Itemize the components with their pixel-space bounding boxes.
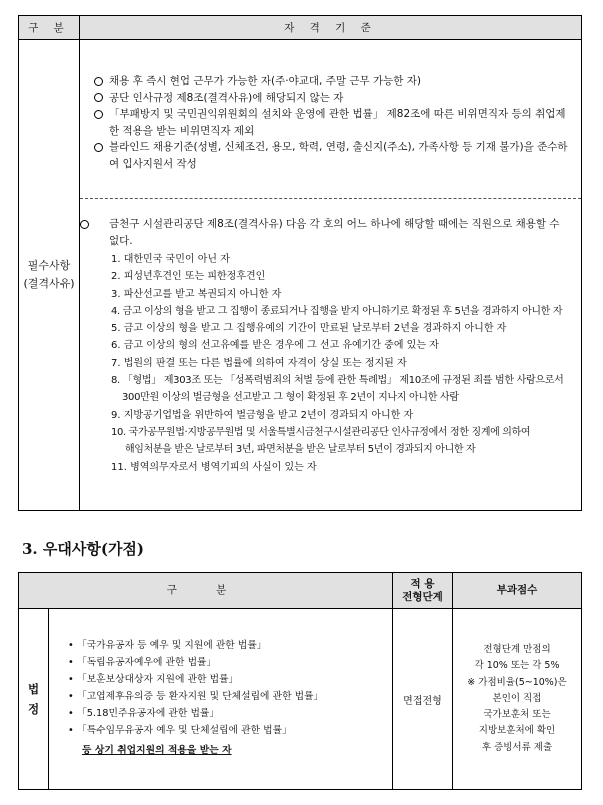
disqualification-section <box>80 216 571 476</box>
criteria-item <box>94 139 571 172</box>
row-label-line2: 정 <box>27 702 40 716</box>
law-text: 「5.18민주유공자에 관한 법률」 <box>76 708 220 719</box>
circle-bullet-icon <box>94 73 103 90</box>
points-line: 각 10% 또는 각 5% <box>474 660 560 672</box>
row-label-line2: (결격사유) <box>23 277 75 290</box>
points-line: 전형단계 만점의 <box>483 644 551 656</box>
criteria-item <box>94 73 571 90</box>
list-item <box>111 372 571 407</box>
stage-cell: 면접전형 <box>393 609 453 789</box>
points-line: 본인이 직접 <box>492 692 542 704</box>
list-item <box>111 337 571 354</box>
points-cell <box>453 609 581 789</box>
list-item-text: 8. 「형법」 제303조 또는 「성폭력범죄의 처벌 등에 관한 특례법」 제10조에 규정된 죄를 범한 사람으로서 <box>111 375 564 387</box>
list-item-text: 11. 병역의무자로서 병역기피의 사실이 있는 자 <box>111 461 317 473</box>
list-item-continuation: 해임처분을 받은 날로부터 3년, 파면처분을 받은 날로부터 5년이 경과되지 아니한 자 <box>125 444 476 456</box>
list-item <box>111 424 571 459</box>
list-item <box>111 407 571 424</box>
header-stage-line1: 적 용 <box>410 577 435 590</box>
law-text: 「고엽제후유의증 등 환자지원 및 단체설립에 관한 법률」 <box>76 691 324 702</box>
disqualification-list <box>80 251 571 476</box>
law-item: • 「특수임무유공자 예우 및 단체설립에 관한 법률」 <box>68 725 292 736</box>
row-label-line1: 법 <box>27 682 40 696</box>
header-stage <box>393 573 453 608</box>
criteria-text: 공단 인사규정 제8조(결격사유)에 해당되지 않는 자 <box>109 91 344 104</box>
criteria-text: 블라인드 채용기준(성별, 신체조건, 용모, 학력, 연령, 출신지(주소), 가족사항 등 기재 불가)을 준수하여 입사지원서 작성 <box>109 141 568 170</box>
list-item <box>111 355 571 372</box>
list-item <box>111 459 571 476</box>
list-item <box>111 251 571 268</box>
law-item: • 「국가유공자 등 예우 및 지원에 관한 법률」 <box>68 640 267 651</box>
list-item-text: 9. 지방공기업법을 위반하여 벌금형을 받고 2년이 경과되지 아니한 자 <box>111 409 414 421</box>
list-item <box>111 320 571 337</box>
list-item-text: 7. 법원의 판결 또는 다른 법률에 의하여 자격이 상실 또는 정지된 자 <box>111 357 407 369</box>
criteria-text: 채용 후 즉시 현업 근무가 가능한 자(주·야교대, 주말 근무 가능한 자) <box>109 75 421 87</box>
list-item-text: 1. 대한민국 국민이 아닌 자 <box>111 254 230 265</box>
circle-bullet-icon <box>94 106 103 123</box>
qualification-table <box>18 15 582 511</box>
criteria-item <box>94 90 571 107</box>
list-item <box>111 303 571 320</box>
law-list <box>68 637 323 759</box>
dashed-divider <box>80 198 581 199</box>
header-stage-line2: 전형단계 <box>402 590 443 603</box>
general-criteria-list <box>94 73 571 172</box>
header-points: 부과점수 <box>496 584 538 596</box>
law-tail: 등 상기 취업지원의 적용을 받는 자 <box>82 745 232 756</box>
points-line: 지방보훈처에 확인 <box>478 725 556 737</box>
circle-bullet-icon <box>80 216 89 233</box>
list-item <box>111 268 571 285</box>
preference-table <box>18 572 582 790</box>
points-text <box>467 642 566 755</box>
circle-bullet-icon <box>94 139 103 156</box>
points-line: 후 증빙서류 제출 <box>481 741 553 753</box>
list-item <box>111 286 571 303</box>
row-label <box>19 40 80 510</box>
points-line: 국가보훈처 또는 <box>483 709 551 721</box>
law-cell <box>49 609 393 789</box>
law-item: • 「보훈보상대상자 지원에 관한 법률」 <box>68 674 239 685</box>
header-category: 구 분 <box>19 16 80 39</box>
qualification-table-body <box>19 40 581 510</box>
law-text: 「독립유공자예우에 관한 법률」 <box>76 657 217 668</box>
criteria-cell <box>80 40 581 510</box>
header-category: 구 분 <box>19 573 393 608</box>
list-item-continuation: 300만원 이상의 벌금형을 선고받고 그 형이 확정된 후 2년이 지나지 아니한 사람 <box>122 392 459 404</box>
law-item: • 「5.18민주유공자에 관한 법률」 <box>68 708 220 719</box>
circle-bullet-icon <box>94 90 103 107</box>
law-text: 「특수임무유공자 예우 및 단체설립에 관한 법률」 <box>76 725 292 736</box>
header-criteria: 자 격 기 준 <box>284 22 377 34</box>
law-item: • 「독립유공자예우에 관한 법률」 <box>68 657 217 668</box>
section-title: 3. 우대사항(가점) <box>22 540 145 558</box>
list-item-text: 4. 금고 이상의 형을 받고 그 집행이 종료되거나 집행을 받지 아니하기로 확정된 후 5년을 경과하지 아니한 자 <box>111 305 563 317</box>
list-item-text: 5. 금고 이상의 형을 받고 그 집행유예의 기간이 만료된 날로부터 2년을 경과하지 아니한 자 <box>111 323 507 335</box>
disqualification-intro-text: 금천구 시설관리공단 제8조(결격사유) 다음 각 호의 어느 하나에 해당할 때에는 직원으로 채용할 수 없다. <box>109 218 560 247</box>
law-item: • 「고엽제후유의증 등 환자지원 및 단체설립에 관한 법률」 <box>68 691 324 702</box>
list-item-text: 10. 국가공무원법·지방공무원법 및 서울특별시금천구시설관리공단 인사규정에서 정한 징계에 의하여 <box>111 426 531 438</box>
law-text: 「국가유공자 등 예우 및 지원에 관한 법률」 <box>76 640 267 651</box>
qualification-table-header <box>19 16 581 40</box>
row-label <box>19 609 49 789</box>
disqualification-intro <box>80 216 571 249</box>
law-text: 「보훈보상대상자 지원에 관한 법률」 <box>76 674 239 685</box>
points-line: ※ 가점비율(5~10%)은 <box>467 676 567 688</box>
preference-table-header <box>19 573 581 609</box>
criteria-item <box>94 106 571 139</box>
list-item-text: 6. 금고 이상의 형의 선고유예를 받은 경우에 그 선고 유예기간 중에 있는 자 <box>111 340 439 352</box>
row-label-line1: 필수사항 <box>27 259 71 272</box>
list-item-text: 3. 파산선고를 받고 복권되지 아니한 자 <box>111 288 282 300</box>
preference-table-body <box>19 609 581 789</box>
list-item-text: 2. 피성년후견인 또는 피한정후견인 <box>111 271 266 283</box>
criteria-text: 「부패방지 및 국민권익위원회의 설치와 운영에 관한 법률」 제82조에 따른 비위면직자 등의 취업제한 적용을 받는 비위면직자 제외 <box>109 108 566 137</box>
